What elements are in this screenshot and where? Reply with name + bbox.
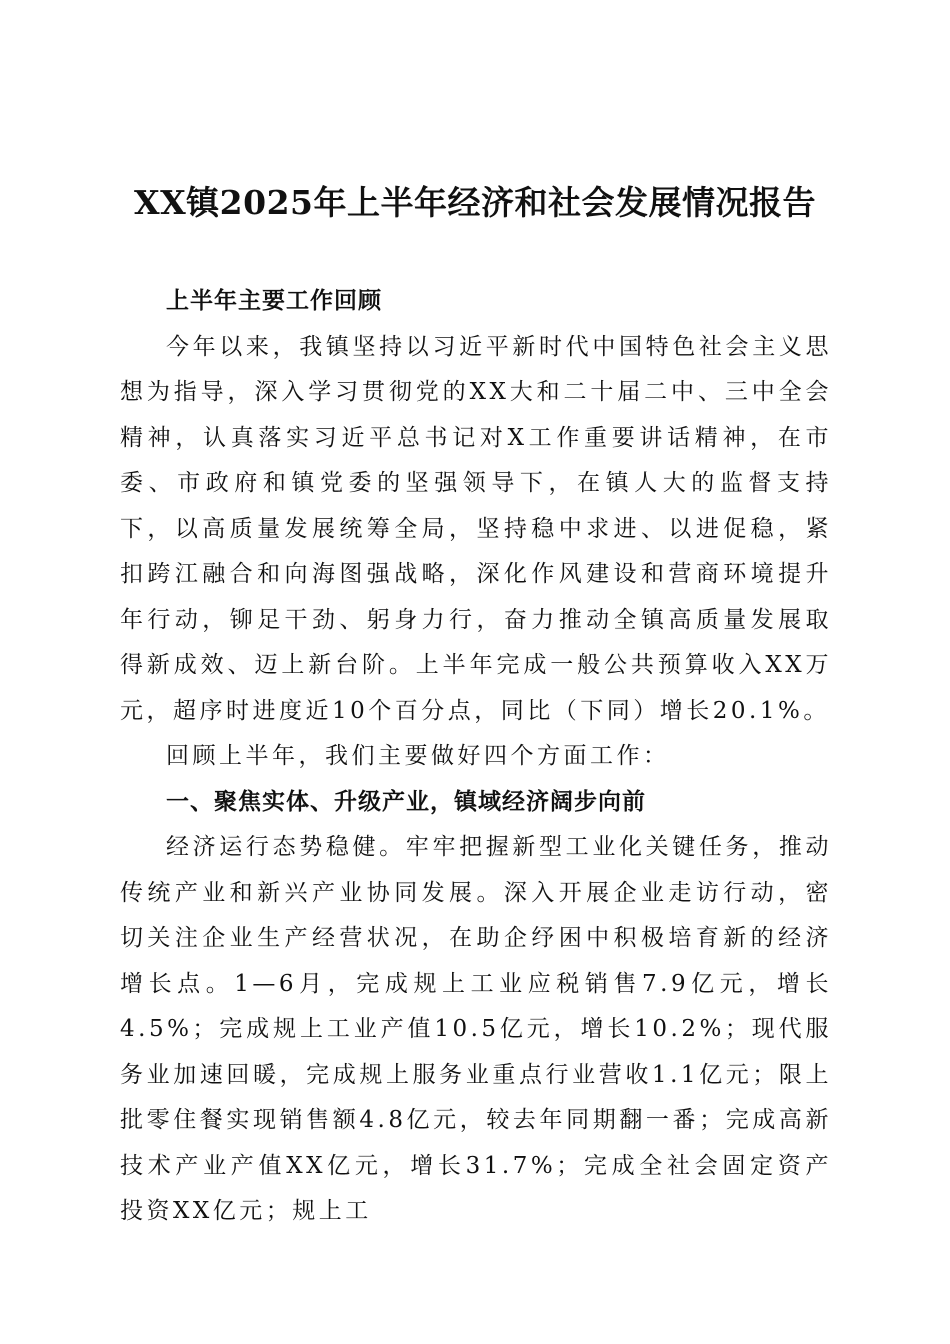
document-body (120, 279, 832, 1235)
subheading-economy: 一、聚焦实体、升级产业，镇域经济阔步向前 (166, 788, 646, 815)
paragraph-review: 回顾上半年，我们主要做好四个方面工作： (166, 743, 670, 769)
paragraph-economy: 经济运行态势稳健。牢牢把握新型工业化关键任务，推动传统产业和新兴产业协同发展。深入开展企业走访行动，密切关注企业生产经营状况，在助企纾困中积极培育新的经济增长点。1—6月，完成规上工业应税销售7.9亿元，增长4.5%；完成规上工业产值10.5亿元，增长10.2%；现代服务业加速回暖，完成规上服务业重点行业营收1.1亿元；限上批零住餐实现销售额4.8亿元，较去年同期翻一番；完成高新技术产业产值XX亿元，增长31.7%；完成全社会固定资产投资XX亿元；规上工 (120, 834, 832, 1224)
section-heading: 上半年主要工作回顾 (166, 288, 382, 314)
document-title: XX镇2025年上半年经济和社会发展情况报告 (133, 183, 817, 222)
paragraph-intro: 今年以来，我镇坚持以习近平新时代中国特色社会主义思想为指导，深入学习贯彻党的XX大和二十届二中、三中全会精神，认真落实习近平总书记对X工作重要讲话精神，在市委、市政府和镇党委的坚强领导下，在镇人大的监督支持下，以高质量发展统筹全局，坚持稳中求进、以进促稳，紧扣跨江融合和向海图强战略，深化作风建设和营商环境提升年行动，铆足干劲、躬身力行，奋力推动全镇高质量发展取得新成效、迈上新台阶。上半年完成一般公共预算收入XX万元，超序时进度近10个百分点，同比（下同）增长20.1%。 (120, 333, 832, 724)
